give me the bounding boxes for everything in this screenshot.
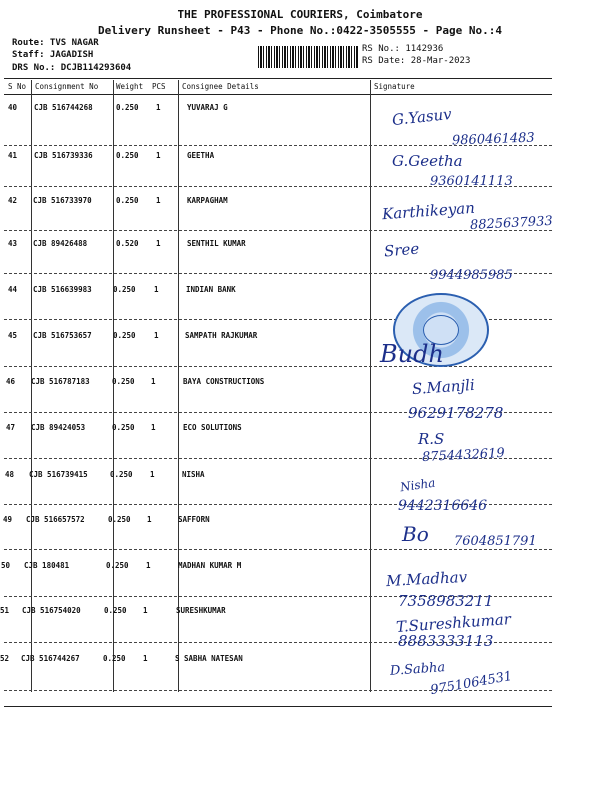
row-sno: 47 — [6, 423, 16, 432]
row-sno: 46 — [6, 377, 16, 386]
signature-phone: 9944985985 — [430, 268, 513, 283]
col-signature-header: Signature — [374, 82, 415, 91]
row-pcs: 1 — [146, 561, 151, 570]
row-consignment: CJB 516733970 — [33, 196, 92, 205]
signature-handwriting: Nisha — [399, 475, 437, 495]
signature-handwriting: R.S — [418, 430, 445, 448]
table-row — [0, 561, 560, 575]
row-pcs: 1 — [151, 377, 156, 386]
table-row — [0, 285, 560, 299]
signature-phone: 9751064531 — [429, 668, 514, 699]
barcode — [258, 46, 358, 68]
row-pcs: 1 — [150, 470, 155, 479]
row-pcs: 1 — [156, 196, 161, 205]
row-consignee: INDIAN BANK — [186, 285, 236, 294]
signature-phone: 9629178278 — [408, 404, 504, 422]
signature-handwriting: M.Madhav — [385, 567, 468, 591]
row-consignment: CJB 516657572 — [26, 515, 85, 524]
signature-handwriting: G.Geetha — [392, 152, 463, 170]
signature-phone: 7358983211 — [398, 592, 494, 610]
row-pcs: 1 — [143, 654, 148, 663]
row-consignment: CJB 516739336 — [34, 151, 93, 160]
row-sno: 45 — [8, 331, 18, 340]
row-weight: 0.250 — [112, 423, 135, 432]
signature-phone: 7604851791 — [454, 534, 537, 549]
row-divider — [4, 549, 552, 550]
col-weight-header: Weight — [116, 82, 144, 91]
row-weight: 0.250 — [104, 606, 127, 615]
row-consignee: SENTHIL KUMAR — [187, 239, 246, 248]
table-row — [0, 470, 560, 484]
row-consignee: NISHA — [182, 470, 205, 479]
row-consignment: CJB 516739415 — [29, 470, 88, 479]
row-consignee: MADHAN KUMAR M — [178, 561, 242, 570]
signature-handwriting: S.Manjli — [411, 375, 476, 399]
col-sno-header: S No — [8, 82, 27, 91]
row-sno: 49 — [3, 515, 13, 524]
row-sno: 50 — [1, 561, 11, 570]
row-consignee: SAFFORN — [178, 515, 210, 524]
table-header-border — [4, 94, 552, 95]
row-pcs: 1 — [143, 606, 148, 615]
row-pcs: 1 — [156, 103, 161, 112]
row-sno: 41 — [8, 151, 18, 160]
company-title: THE PROFESSIONAL COURIERS, Coimbatore — [177, 8, 423, 21]
route-label: Route: TVS NAGAR — [12, 38, 99, 48]
row-consignment: CJB 89426488 — [33, 239, 88, 248]
row-pcs: 1 — [154, 331, 159, 340]
row-weight: 0.250 — [116, 103, 139, 112]
row-consignment: CJB 516753657 — [33, 331, 92, 340]
signature-phone: 8825637933 — [469, 213, 554, 234]
row-pcs: 1 — [147, 515, 152, 524]
row-consignee: SAMPATH RAJKUMAR — [185, 331, 258, 340]
row-pcs: 1 — [156, 151, 161, 160]
row-pcs: 1 — [151, 423, 156, 432]
signature-phone: 9860461483 — [451, 130, 535, 149]
row-consignee: S SABHA NATESAN — [175, 654, 243, 663]
table-bottom-border — [4, 706, 552, 707]
rs-number: RS No.: 1142936 — [362, 44, 444, 54]
row-pcs: 1 — [154, 285, 159, 294]
row-weight: 0.250 — [113, 285, 136, 294]
row-weight: 0.250 — [116, 196, 139, 205]
col-consignment-header: Consignment No — [35, 82, 99, 91]
row-consignee: SURESHKUMAR — [176, 606, 226, 615]
row-weight: 0.250 — [103, 654, 126, 663]
row-consignee: GEETHA — [187, 151, 215, 160]
table-top-border — [4, 78, 552, 79]
col-pcs-header: PCS — [152, 82, 166, 91]
table-row — [0, 515, 560, 529]
row-consignment: CJB 89424053 — [31, 423, 86, 432]
row-sno: 48 — [5, 470, 15, 479]
signature-handwriting: Sree — [383, 239, 420, 261]
row-weight: 0.520 — [116, 239, 139, 248]
row-weight: 0.250 — [112, 377, 135, 386]
table-row — [0, 196, 560, 210]
row-weight: 0.250 — [113, 331, 136, 340]
table-row — [0, 103, 560, 117]
rs-date: RS Date: 28-Mar-2023 — [362, 56, 471, 66]
col-consignee-header: Consignee Details — [182, 82, 259, 91]
table-row — [0, 151, 560, 165]
signature-handwriting: G.Yasuv — [391, 104, 453, 130]
signature-phone: 9360141113 — [430, 174, 513, 189]
signature-phone: 8883333113 — [398, 632, 494, 650]
table-row — [0, 377, 560, 391]
signature-handwriting: Bo — [402, 522, 429, 546]
table-row — [0, 654, 560, 668]
signature-handwriting: T.Sureshkumar — [395, 610, 512, 636]
row-sno: 52 — [0, 654, 10, 663]
row-divider — [4, 366, 552, 367]
row-consignment: CJB 516639983 — [33, 285, 92, 294]
table-row — [0, 423, 560, 437]
row-consignee: BAYA CONSTRUCTIONS — [183, 377, 265, 386]
table-row — [0, 239, 560, 253]
row-consignment: CJB 516744268 — [34, 103, 93, 112]
row-consignment: CJB 516744267 — [21, 654, 80, 663]
row-consignee: ECO SOLUTIONS — [183, 423, 242, 432]
row-sno: 44 — [8, 285, 18, 294]
signature-handwriting: Budh — [380, 340, 444, 368]
runsheet-title: Delivery Runsheet - P43 - Phone No.:0422-3505555 - Page No.:4 — [98, 24, 502, 37]
staff-label: Staff: JAGADISH — [12, 50, 94, 60]
row-weight: 0.250 — [116, 151, 139, 160]
row-weight: 0.250 — [108, 515, 131, 524]
row-consignee: YUVARAJ G — [187, 103, 228, 112]
row-weight: 0.250 — [110, 470, 133, 479]
row-consignment: CJB 180481 — [24, 561, 70, 570]
signature-handwriting: D.Sabha — [389, 660, 446, 679]
signature-phone: 9442316646 — [398, 498, 488, 514]
row-sno: 40 — [8, 103, 18, 112]
row-sno: 43 — [8, 239, 18, 248]
row-consignment: CJB 516754020 — [22, 606, 81, 615]
row-sno: 42 — [8, 196, 18, 205]
row-pcs: 1 — [156, 239, 161, 248]
row-sno: 51 — [0, 606, 10, 615]
drs-number: DRS No.: DCJB114293604 — [12, 63, 132, 73]
row-weight: 0.250 — [106, 561, 129, 570]
signature-phone: 8754432619 — [421, 445, 506, 466]
signature-handwriting: Karthikeyan — [381, 198, 476, 224]
row-consignment: CJB 516787183 — [31, 377, 90, 386]
row-consignee: KARPAGHAM — [187, 196, 228, 205]
